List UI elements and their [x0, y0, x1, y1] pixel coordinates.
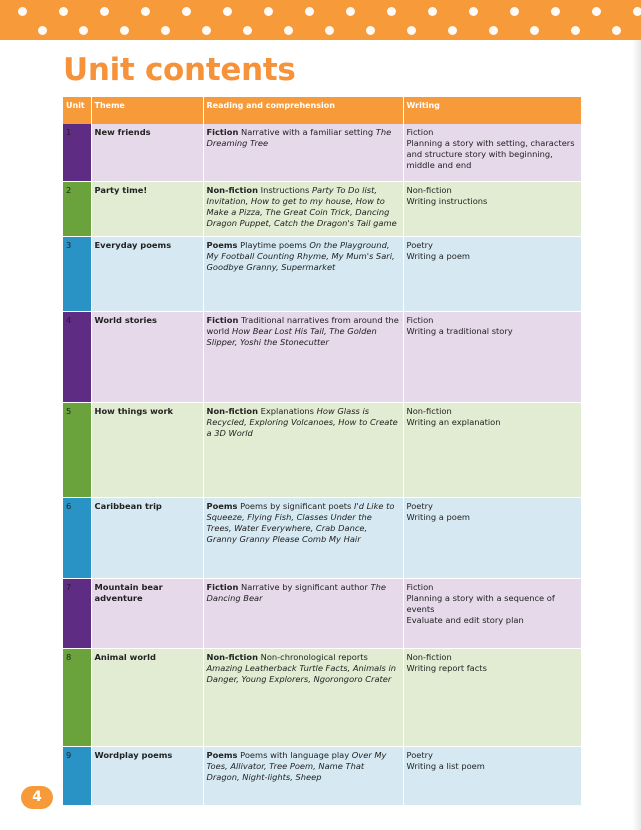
text-titles: I'd Like to Squeeze, Flying Fish, Classes Under the Trees, Water Everywhere, Crab Dance, Granny Granny Please Comb My Hair	[206, 500, 395, 544]
unit-number: 2	[63, 181, 91, 236]
writing-line: Writing an explanation	[406, 416, 501, 427]
text-type: Narrative by significant author	[238, 581, 371, 592]
decorative-dotted-band	[0, 0, 641, 40]
unit-theme: World stories	[91, 311, 203, 402]
decorative-dot	[469, 7, 478, 16]
decorative-dot	[202, 26, 211, 35]
writing-line: Evaluate and edit story plan	[406, 614, 524, 625]
genre-label: Non-fiction	[206, 651, 258, 662]
genre-label: Fiction	[206, 581, 239, 592]
writing-line: Writing instructions	[406, 195, 488, 206]
unit-theme: Mountain bear adventure	[91, 578, 203, 648]
writing-cell	[403, 181, 581, 236]
unit-number: 1	[63, 124, 91, 181]
reading-comprehension-cell	[203, 746, 403, 805]
text-type: Instructions	[257, 184, 312, 195]
text-titles: How Glass is Recycled, Exploring Volcanoes, How to Create a 3D World	[206, 405, 398, 438]
unit-number: 6	[63, 497, 91, 578]
writing-cell	[403, 311, 581, 402]
reading-comprehension-cell	[203, 497, 403, 578]
decorative-dot	[612, 26, 621, 35]
reading-comprehension-cell	[203, 236, 403, 311]
decorative-dot	[18, 7, 27, 16]
header-unit: Unit	[63, 97, 91, 124]
decorative-dot	[284, 26, 293, 35]
decorative-dot	[510, 7, 519, 16]
decorative-dot	[346, 7, 355, 16]
text-type: Poems with language play	[237, 749, 352, 760]
table-row	[63, 124, 581, 181]
decorative-dot	[571, 26, 580, 35]
text-type: Playtime poems	[237, 239, 310, 250]
writing-line: Writing report facts	[406, 662, 487, 673]
table-header-row	[63, 97, 581, 124]
writing-line: Writing a list poem	[406, 760, 485, 771]
decorative-dot	[161, 26, 170, 35]
table-row	[63, 311, 581, 402]
writing-cell	[403, 578, 581, 648]
writing-line: Non-fiction	[406, 405, 452, 416]
writing-line: Poetry	[406, 500, 433, 511]
decorative-dot	[592, 7, 601, 16]
writing-cell	[403, 236, 581, 311]
header-writing: Writing	[403, 97, 581, 124]
unit-number: 4	[63, 311, 91, 402]
header-reading: Reading and comprehension	[203, 97, 403, 124]
genre-label: Fiction	[206, 127, 239, 137]
writing-cell	[403, 402, 581, 497]
text-titles: The Dreaming Tree	[206, 127, 392, 148]
decorative-dot	[264, 7, 273, 16]
unit-theme: Caribbean trip	[91, 497, 203, 578]
table-row	[63, 648, 581, 746]
decorative-dot	[38, 26, 47, 35]
unit-theme: New friends	[91, 124, 203, 181]
genre-label: Non-fiction	[206, 405, 258, 416]
writing-cell	[403, 124, 581, 181]
table-row	[63, 578, 581, 648]
writing-line: Fiction	[406, 581, 434, 592]
decorative-dot	[325, 26, 334, 35]
unit-number: 5	[63, 402, 91, 497]
decorative-dot	[141, 7, 150, 16]
page-number-badge: 4	[21, 786, 53, 809]
decorative-dot	[551, 7, 560, 16]
decorative-dot	[407, 26, 416, 35]
decorative-dot	[120, 26, 129, 35]
unit-number: 7	[63, 578, 91, 648]
unit-number: 3	[63, 236, 91, 311]
unit-theme: Wordplay poems	[91, 746, 203, 805]
decorative-dot	[100, 7, 109, 16]
writing-line: Planning a story with setting, characters and structure story with beginning, middle and end	[406, 138, 575, 170]
table-row	[63, 497, 581, 578]
decorative-dot	[182, 7, 191, 16]
genre-label: Non-fiction	[206, 184, 258, 195]
writing-line: Writing a poem	[406, 511, 471, 522]
genre-label: Poems	[206, 239, 238, 250]
writing-line: Writing a poem	[406, 250, 471, 261]
reading-comprehension-cell	[203, 402, 403, 497]
reading-comprehension-cell	[203, 311, 403, 402]
text-type: Explanations	[257, 405, 317, 416]
table-row	[63, 181, 581, 236]
decorative-dot	[305, 7, 314, 16]
decorative-dot	[448, 26, 457, 35]
text-type: Poems by significant poets	[237, 500, 355, 511]
genre-label: Poems	[206, 500, 238, 511]
text-titles: Party To Do list, Invitation, How to get to my house, How to Make a Pizza, The Great Coin Trick, Dancing Dragon Puppet, Catch the Dragon's Tail game	[206, 184, 397, 228]
text-titles: The Dancing Bear	[206, 581, 386, 603]
text-type: Narrative with a familiar setting	[238, 127, 376, 137]
writing-line: Poetry	[406, 239, 433, 250]
reading-comprehension-cell	[203, 124, 403, 181]
decorative-dot	[79, 26, 88, 35]
writing-line: Non-fiction	[406, 651, 452, 662]
genre-label: Fiction	[206, 314, 239, 325]
page-edge-shadow	[632, 40, 641, 830]
text-type: Traditional narratives from around the world	[206, 314, 399, 336]
decorative-dot	[59, 7, 68, 16]
decorative-dot	[530, 26, 539, 35]
unit-theme: Animal world	[91, 648, 203, 746]
writing-line: Fiction	[406, 314, 434, 325]
reading-comprehension-cell	[203, 181, 403, 236]
writing-line: Planning a story with a sequence of events	[406, 592, 555, 614]
decorative-dot	[489, 26, 498, 35]
writing-line: Fiction	[406, 127, 434, 137]
text-titles: How Bear Lost His Tail, The Golden Slipper, Yoshi the Stonecutter	[206, 325, 377, 347]
reading-comprehension-cell	[203, 578, 403, 648]
writing-cell	[403, 746, 581, 805]
decorative-dot	[366, 26, 375, 35]
writing-line: Non-fiction	[406, 184, 452, 195]
text-titles: Amazing Leatherback Turtle Facts, Animals in Danger, Young Explorers, Ngorongoro Crater	[206, 662, 397, 684]
decorative-dot	[223, 7, 232, 16]
unit-theme: Party time!	[91, 181, 203, 236]
decorative-dot	[387, 7, 396, 16]
table-row	[63, 402, 581, 497]
unit-contents-table	[63, 97, 581, 806]
text-titles: On the Playground, My Football Counting Rhyme, My Mum's Sari, Goodbye Granny, Supermarket	[206, 239, 395, 272]
table-row	[63, 236, 581, 311]
header-theme: Theme	[91, 97, 203, 124]
genre-label: Poems	[206, 749, 238, 760]
text-type: Non-chronological reports	[257, 651, 368, 662]
table-row	[63, 746, 581, 805]
writing-line: Writing a traditional story	[406, 325, 513, 336]
unit-number: 8	[63, 648, 91, 746]
writing-line: Poetry	[406, 749, 433, 760]
page-title: Unit contents	[63, 52, 296, 88]
writing-cell	[403, 497, 581, 578]
decorative-dot	[633, 7, 641, 16]
unit-theme: Everyday poems	[91, 236, 203, 311]
decorative-dot	[243, 26, 252, 35]
writing-cell	[403, 648, 581, 746]
unit-theme: How things work	[91, 402, 203, 497]
text-titles: Over My Toes, Allivator, Tree Poem, Name That Dragon, Night-lights, Sheep	[206, 749, 387, 782]
decorative-dot	[428, 7, 437, 16]
reading-comprehension-cell	[203, 648, 403, 746]
unit-number: 9	[63, 746, 91, 805]
